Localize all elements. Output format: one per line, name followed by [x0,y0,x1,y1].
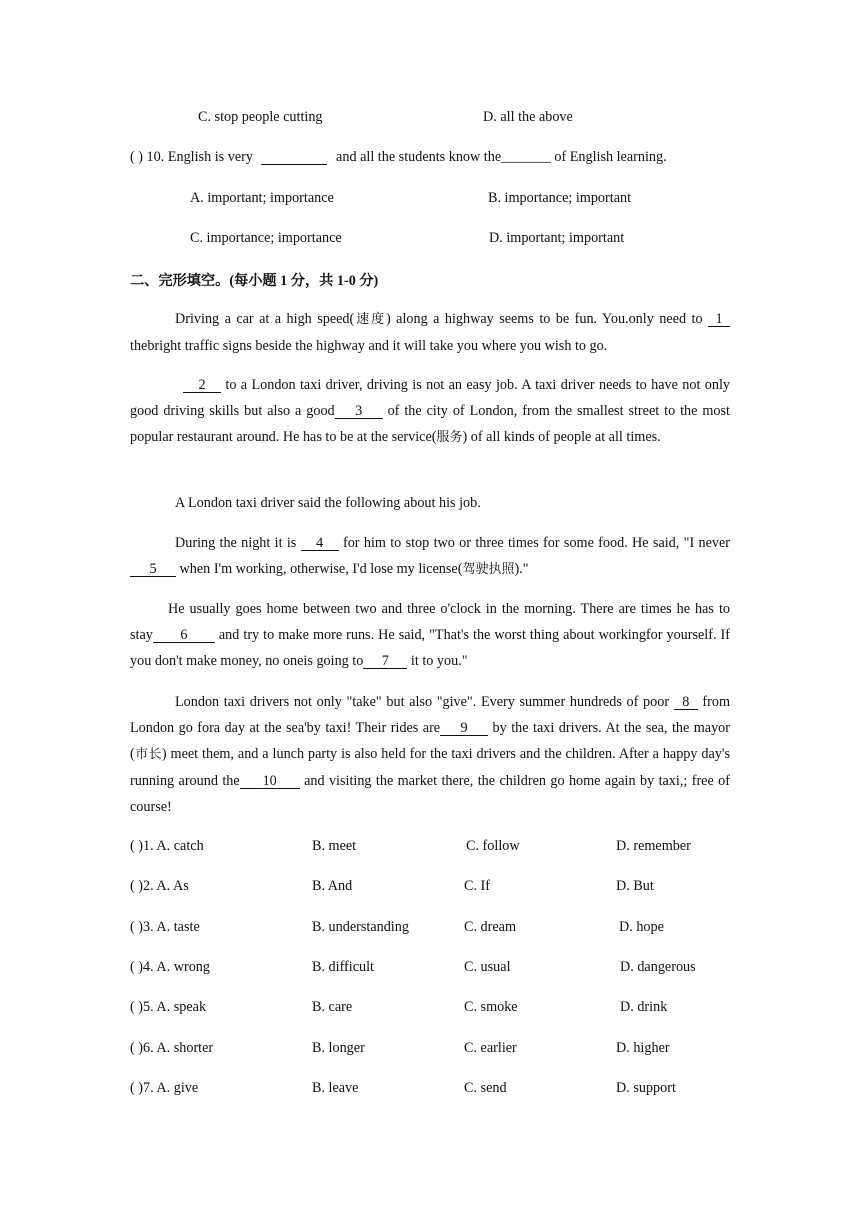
q9-option-d: D. all the above [483,109,573,125]
question-stem-option-a: ( )2. A. As [130,878,189,894]
passage-text: ) meet them, and a lunch party is also held for the taxi drivers and the children. After a happy day's running around the [130,746,730,789]
passage-text: to a London taxi driver, driving is not an easy job. A taxi driver needs to have not only good driving skills but also a good [130,377,730,419]
passage-text: A London taxi driver said the following about his job. [175,495,481,511]
question-option-b: B. leave [312,1080,359,1096]
passage-paragraph-6 [130,689,730,820]
q10-blank [261,150,327,165]
question-option-c: C. smoke [464,999,518,1015]
passage-paragraph-1 [130,306,730,359]
passage-paragraph-5 [130,596,730,674]
question-option-c: C. usual [464,959,511,975]
passage-text: ) along a highway seems to be fun. You.only need to [385,311,708,327]
passage-cjk-gloss: 市长 [134,747,162,762]
question-stem-option-a: ( )4. A. wrong [130,959,210,975]
question-stem-option-a: ( )1. A. catch [130,838,204,854]
question-stem-option-a: ( )6. A. shorter [130,1040,214,1056]
q10-option-d: D. important; important [489,230,625,246]
passage-text: of the city of London, from the smallest street to the most popular restaurant around. He has to be at the service( [130,403,730,445]
question-option-d: D. hope [619,919,664,935]
q10-option-a: A. important; importance [190,190,334,206]
passage-text: During the night it is [175,535,301,551]
blank-10: 10 [240,774,300,789]
passage-cjk-gloss: 速度 [354,312,386,327]
passage-text: London taxi drivers not only "take" but also "give". Every summer hundreds of poor [175,694,674,710]
blank-7: 7 [363,654,407,669]
blank-6: 6 [153,628,215,643]
passage-text: by the taxi drivers. At the sea, the mayor ( [130,720,730,762]
passage-text: when I'm working, otherwise, I'd lose my license( [176,561,463,577]
q10-number: ( ) 10. English is very [130,149,253,165]
passage-text: He usually goes home between two and three o'clock in the morning. There are times he has to stay [130,601,730,643]
question-option-b: B. care [312,999,353,1015]
question-option-d: D. support [616,1080,676,1096]
passage-text: for him to stop two or three times for some food. He said, "I never [338,535,730,551]
q9-option-c: C. stop people cutting [198,109,323,125]
passage-paragraph-4 [130,530,730,583]
question-option-d: D. remember [616,838,691,854]
passage-text: )." [514,561,529,577]
question-option-c: C. follow [466,838,520,854]
passage-text: it to you." [407,653,468,669]
question-option-d: D. dangerous [620,959,696,975]
question-stem-option-a: ( )7. A. give [130,1080,199,1096]
question-option-d: D. But [616,878,654,894]
passage-cjk-gloss: 服务 [436,430,463,445]
q10-stem [130,149,667,166]
blank-4: 4 [301,536,339,551]
passage-text: thebright traffic signs beside the highway and it will take you where you wish to go. [130,338,608,354]
passage-paragraph-3 [130,490,730,516]
question-option-b: B. understanding [312,919,409,935]
passage-text: and try to make more runs. He said, "That's the worst thing about workingfor yourself. If you don't make money, no oneis going to [130,627,730,669]
blank-9: 9 [440,721,488,736]
question-option-d: D. drink [620,999,668,1015]
q10-stem-rest: and all the students know the_______ of English learning. [336,149,667,165]
question-option-c: C. earlier [464,1040,517,1056]
question-option-d: D. higher [616,1040,670,1056]
passage-paragraph-2 [130,372,730,451]
passage-text: and visiting the market there, the children go home again by taxi,; free of course! [130,773,730,815]
question-stem-option-a: ( )5. A. speak [130,999,207,1015]
question-stem-option-a: ( )3. A. taste [130,919,200,935]
question-option-c: C. If [464,878,491,894]
passage-text: from London go fora day at the sea'by taxi! Their rides are [130,694,730,736]
question-option-c: C. send [464,1080,507,1096]
q10-option-b: B. importance; important [488,190,632,206]
question-option-b: B. longer [312,1040,365,1056]
section-2-title: 二、完形填空。(每小题 1 分，共 1-0 分) [130,273,379,289]
passage-text: ) of all kinds of people at all times. [462,429,661,445]
q10-option-c: C. importance; importance [190,230,342,246]
question-option-b: B. And [312,878,353,894]
question-option-c: C. dream [464,919,517,935]
passage-cjk-gloss: 驾驶执照 [462,562,515,577]
blank-5: 5 [130,562,176,577]
passage-text: Driving a car at a high speed( [175,311,355,327]
blank-3: 3 [335,404,383,419]
question-option-b: B. meet [312,838,357,854]
question-option-b: B. difficult [312,959,375,975]
blank-2: 2 [183,378,221,393]
blank-1: 1 [708,312,730,327]
blank-8: 8 [674,695,698,710]
